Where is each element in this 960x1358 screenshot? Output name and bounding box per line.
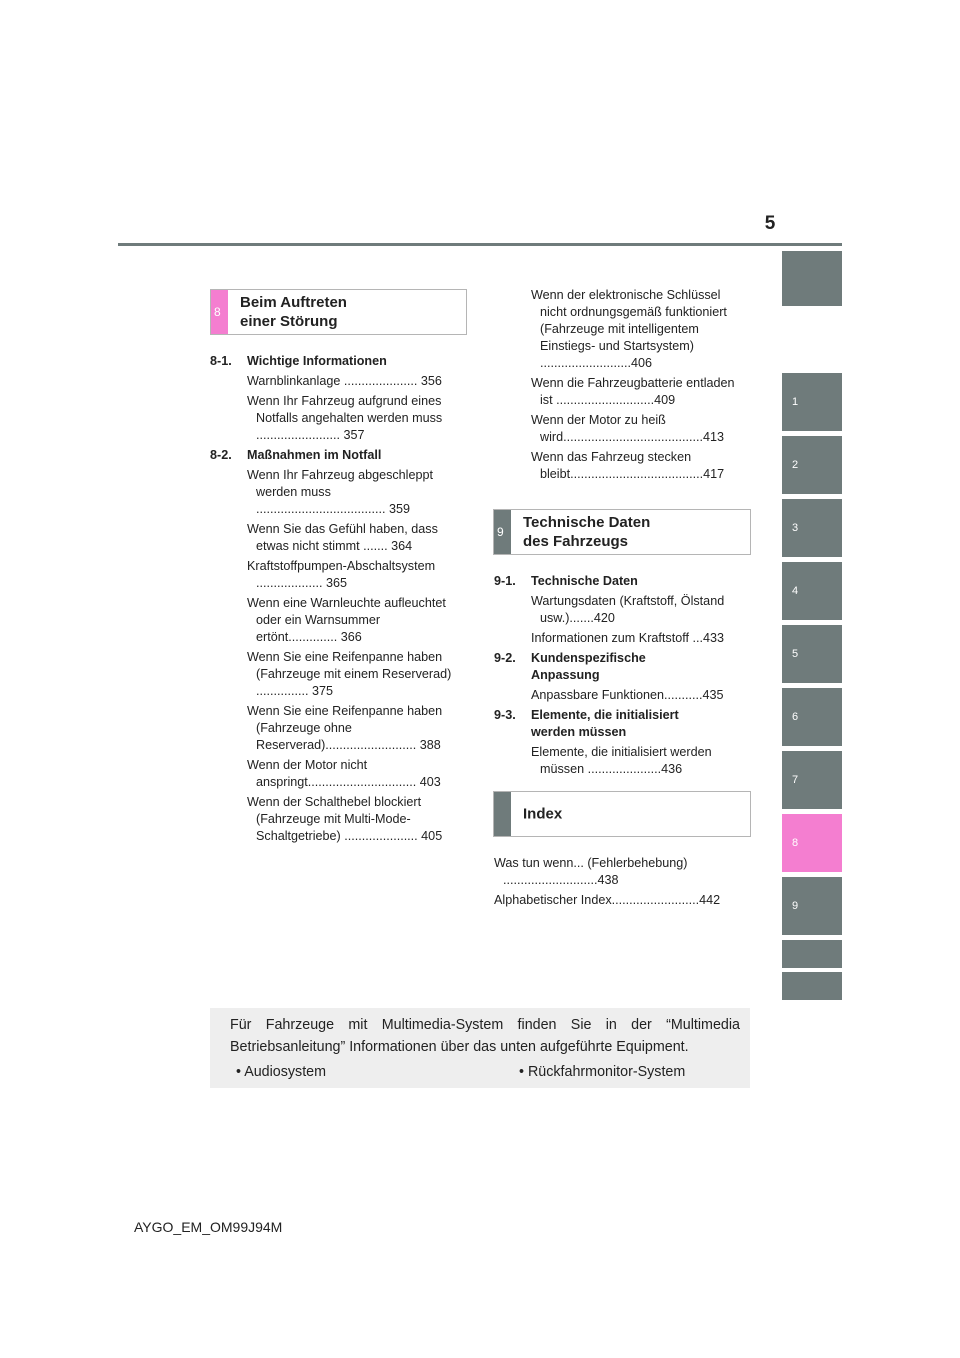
side-tab-2[interactable]: 2 bbox=[782, 436, 842, 494]
toc-entry[interactable]: Wenn der Motor nicht anspringt............................... 403 bbox=[247, 758, 441, 789]
toc-entry[interactable]: Wenn das Fahrzeug stecken bleibt......................................417 bbox=[531, 450, 725, 481]
toc-group-9-3[interactable]: 9-3. Elemente, die initialisiert werden müssen bbox=[494, 708, 679, 739]
toc-entry[interactable]: Informationen zum Kraftstoff ...433 bbox=[531, 631, 724, 645]
notice-item-rueckfahrmonitor: • Rückfahrmonitor-System bbox=[519, 1064, 686, 1080]
section-8-stripe: 8 bbox=[211, 290, 228, 334]
toc-entry[interactable]: Wartungsdaten (Kraftstoff, Ölstand usw.).......420 bbox=[531, 594, 725, 625]
document-code: AYGO_EM_OM99J94M bbox=[134, 1219, 283, 1235]
notice-text: Für Fahrzeuge mit Multimedia-System finden Sie in der “Multimedia Betriebsanleitung” Informationen über das unten aufgeführte Equipment. bbox=[230, 1017, 740, 1055]
toc-entry[interactable]: Warnblinkanlage ..................... 356 bbox=[247, 374, 442, 388]
toc-entry[interactable]: Wenn die Fahrzeugbatterie entladen ist ............................409 bbox=[531, 376, 735, 407]
index-title: Index bbox=[523, 805, 563, 823]
index-header[interactable] bbox=[493, 791, 751, 837]
side-tab-8-active[interactable]: 8 bbox=[782, 814, 842, 872]
section-8-title: Beim Auftreten einer Störung bbox=[240, 294, 347, 330]
side-tab-7[interactable]: 7 bbox=[782, 751, 842, 809]
toc-entry[interactable]: Wenn Ihr Fahrzeug aufgrund eines Notfalls angehalten werden muss ........................ 357 bbox=[247, 394, 443, 442]
section-9-stripe: 9 bbox=[494, 510, 511, 554]
index-stripe bbox=[494, 792, 511, 836]
toc-entry[interactable]: Wenn Ihr Fahrzeug abgeschleppt werden muss ..................................... 359 bbox=[247, 468, 433, 516]
toc-entry[interactable]: Anpassbare Funktionen...........435 bbox=[531, 688, 724, 702]
toc-entry[interactable]: Kraftstoffpumpen-Abschaltsystem ................... 365 bbox=[247, 559, 436, 590]
side-tab-5[interactable]: 5 bbox=[782, 625, 842, 683]
side-tab-3[interactable]: 3 bbox=[782, 499, 842, 557]
toc-group-9-1[interactable]: 9-1. Technische Daten bbox=[494, 574, 638, 588]
multimedia-notice bbox=[210, 1008, 750, 1088]
toc-entry[interactable]: Wenn Sie das Gefühl haben, dass etwas nicht stimmt ....... 364 bbox=[247, 522, 438, 553]
section-8-toc-continued bbox=[494, 287, 744, 486]
toc-entry[interactable]: Wenn eine Warnleuchte aufleuchtet oder ein Warnsummer ertönt.............. 366 bbox=[247, 596, 446, 644]
section-8-header[interactable] bbox=[210, 289, 467, 335]
toc-entry[interactable]: Wenn der Motor zu heiß wird........................................413 bbox=[531, 413, 725, 444]
toc-entry[interactable]: Wenn Sie eine Reifenpanne haben (Fahrzeuge mit einem Reserverad) ............... 375 bbox=[247, 650, 452, 698]
toc-group-8-2[interactable]: 8-2. Maßnahmen im Notfall bbox=[210, 448, 382, 462]
toc-group-9-2[interactable]: 9-2. Kundenspezifische Anpassung bbox=[494, 651, 646, 682]
side-tab-6[interactable]: 6 bbox=[782, 688, 842, 746]
toc-entry[interactable]: Wenn der Schalthebel blockiert (Fahrzeuge mit Multi-Mode-Schaltgetriebe) ..................... 405 bbox=[247, 795, 443, 843]
section-9-toc bbox=[494, 573, 744, 781]
side-tab-blank-a[interactable] bbox=[782, 940, 842, 968]
side-tab-1[interactable]: 1 bbox=[782, 373, 842, 431]
side-tab-9[interactable]: 9 bbox=[782, 877, 842, 935]
toc-entry[interactable]: Wenn der elektronische Schlüssel nicht ordnungsgemäß funktioniert (Fahrzeuge mit intelligentem Einstiegs- und Startsystem) ..........................406 bbox=[531, 288, 727, 370]
index-toc bbox=[494, 855, 744, 912]
toc-entry[interactable]: Wenn Sie eine Reifenpanne haben (Fahrzeuge ohne Reserverad).......................... 388 bbox=[247, 704, 443, 752]
header-rule bbox=[118, 243, 842, 246]
section-8-toc bbox=[210, 353, 460, 848]
side-tab-4[interactable]: 4 bbox=[782, 562, 842, 620]
side-tab-blank-b[interactable] bbox=[782, 972, 842, 1000]
section-9-title: Technische Daten des Fahrzeugs bbox=[523, 514, 651, 550]
page-number: 5 bbox=[764, 213, 776, 234]
toc-entry[interactable]: Elemente, die initialisiert werden müssen .....................436 bbox=[531, 745, 712, 776]
toc-entry[interactable]: Alphabetischer Index.........................442 bbox=[494, 893, 721, 907]
section-9-header[interactable] bbox=[493, 509, 751, 555]
toc-entry[interactable]: Was tun wenn... (Fehlerbehebung) ...........................438 bbox=[494, 856, 688, 887]
side-tab-blank-top[interactable] bbox=[782, 251, 842, 306]
notice-item-audiosystem: • Audiosystem bbox=[236, 1064, 327, 1080]
toc-group-8-1[interactable]: 8-1. Wichtige Informationen bbox=[210, 354, 387, 368]
